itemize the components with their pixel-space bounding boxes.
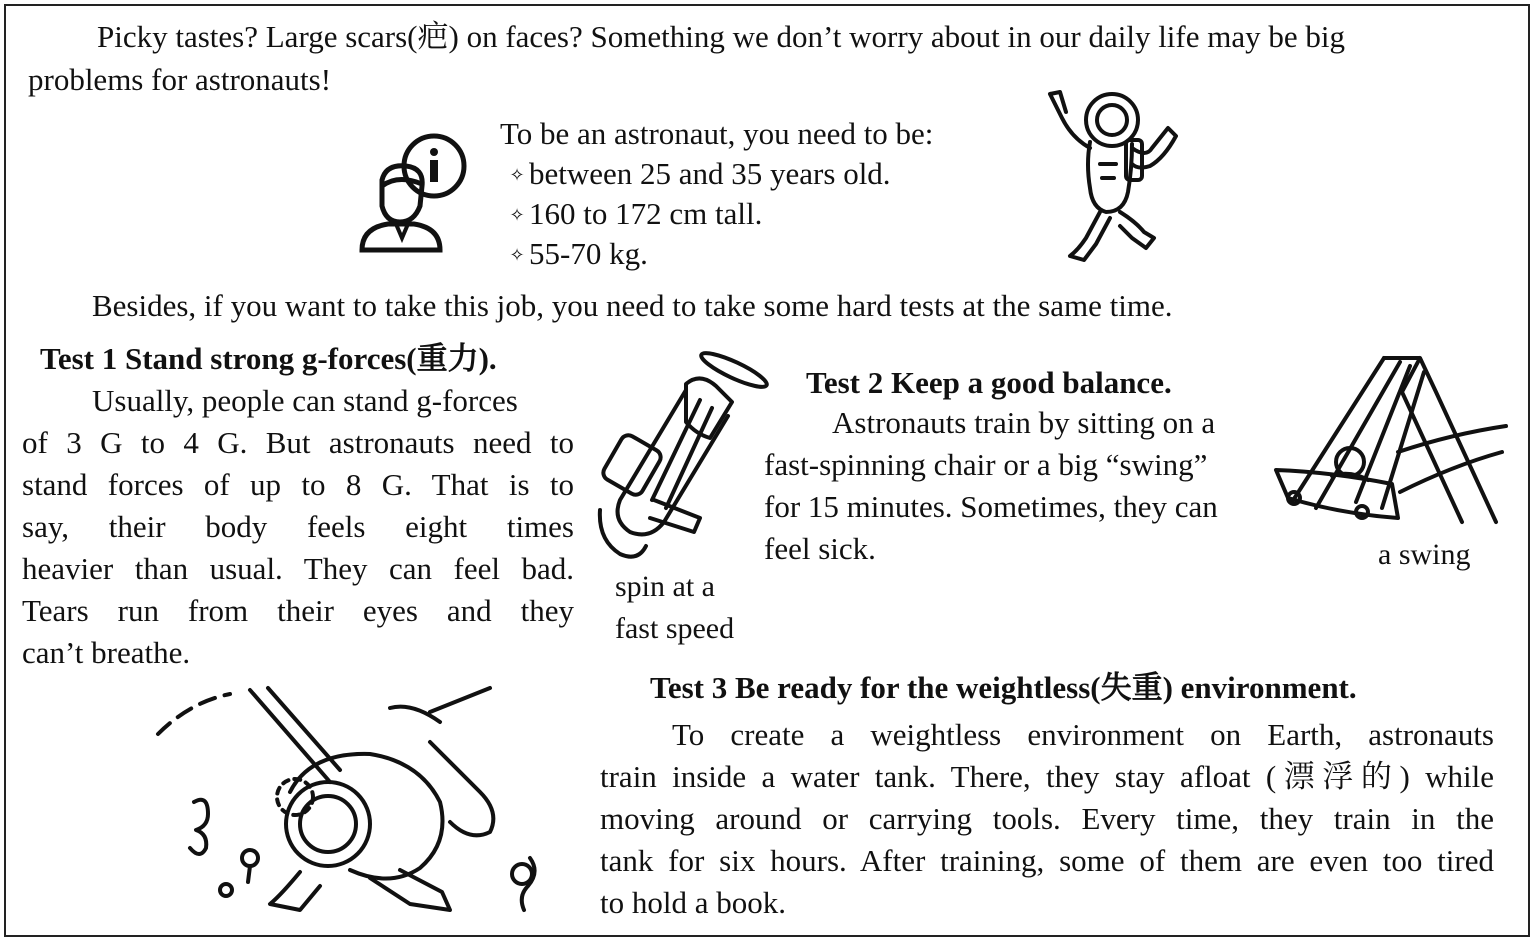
floating-astronaut-illustration xyxy=(1040,88,1185,268)
requirement-weight: ✧ 55-70 kg. xyxy=(505,233,648,276)
test2-line-2: fast-spinning chair or a big “swing” xyxy=(764,447,1208,482)
test1-line-1: Usually, people can stand g-forces xyxy=(92,383,518,418)
test3-title: Test 3 Be ready for the weightless(失重) environment. xyxy=(650,670,1357,705)
requirements-heading: To be an astronaut, you need to be: xyxy=(500,116,934,151)
test1-title: Test 1 Stand strong g-forces(重力). xyxy=(40,341,497,376)
swing-illustration xyxy=(1272,352,1508,532)
test1-line-4: say, their body feels eight times xyxy=(22,509,574,544)
test3-line-4: tank for six hours. After training, some of them are even too tired xyxy=(600,843,1494,878)
requirement-height: ✧ 160 to 172 cm tall. xyxy=(505,193,762,236)
water-tank-astronaut-illustration xyxy=(150,682,550,922)
intro-line-2: problems for astronauts! xyxy=(28,62,332,97)
test2-title: Test 2 Keep a good balance. xyxy=(806,365,1172,400)
intro-line-1: Picky tastes? Large scars(疤) on faces? Something we don’t worry about in our daily life may be big xyxy=(97,19,1345,54)
test2-line-3: for 15 minutes. Sometimes, they can xyxy=(764,489,1218,524)
caption-swing: a swing xyxy=(1378,538,1471,571)
besides-text: Besides, if you want to take this job, you need to take some hard tests at the same time. xyxy=(92,288,1173,323)
info-person-icon xyxy=(358,130,470,254)
test1-line-2: of 3 G to 4 G. But astronauts need to xyxy=(22,425,574,460)
caption-spin-line-1: spin at a xyxy=(615,570,715,603)
test3-line-3: moving around or carrying tools. Every time, they train in the xyxy=(600,801,1494,836)
test3-line-5: to hold a book. xyxy=(600,885,786,920)
test3-line-2: train inside a water tank. There, they stay afloat (漂浮的) while xyxy=(600,759,1494,794)
spinning-chair-illustration xyxy=(590,350,775,575)
caption-spin-line-2: fast speed xyxy=(615,612,735,645)
test1-line-6: Tears run from their eyes and they xyxy=(22,593,574,628)
test3-line-1: To create a weightless environment on Earth, astronauts xyxy=(672,717,1494,752)
test1-line-5: heavier than usual. They can feel bad. xyxy=(22,551,574,586)
test1-line-3: stand forces of up to 8 G. That is to xyxy=(22,467,574,502)
requirement-age: ✧ between 25 and 35 years old. xyxy=(505,153,891,196)
test2-line-1: Astronauts train by sitting on a xyxy=(832,405,1216,440)
test2-line-4: feel sick. xyxy=(764,531,876,566)
test1-line-7: can’t breathe. xyxy=(22,635,191,670)
